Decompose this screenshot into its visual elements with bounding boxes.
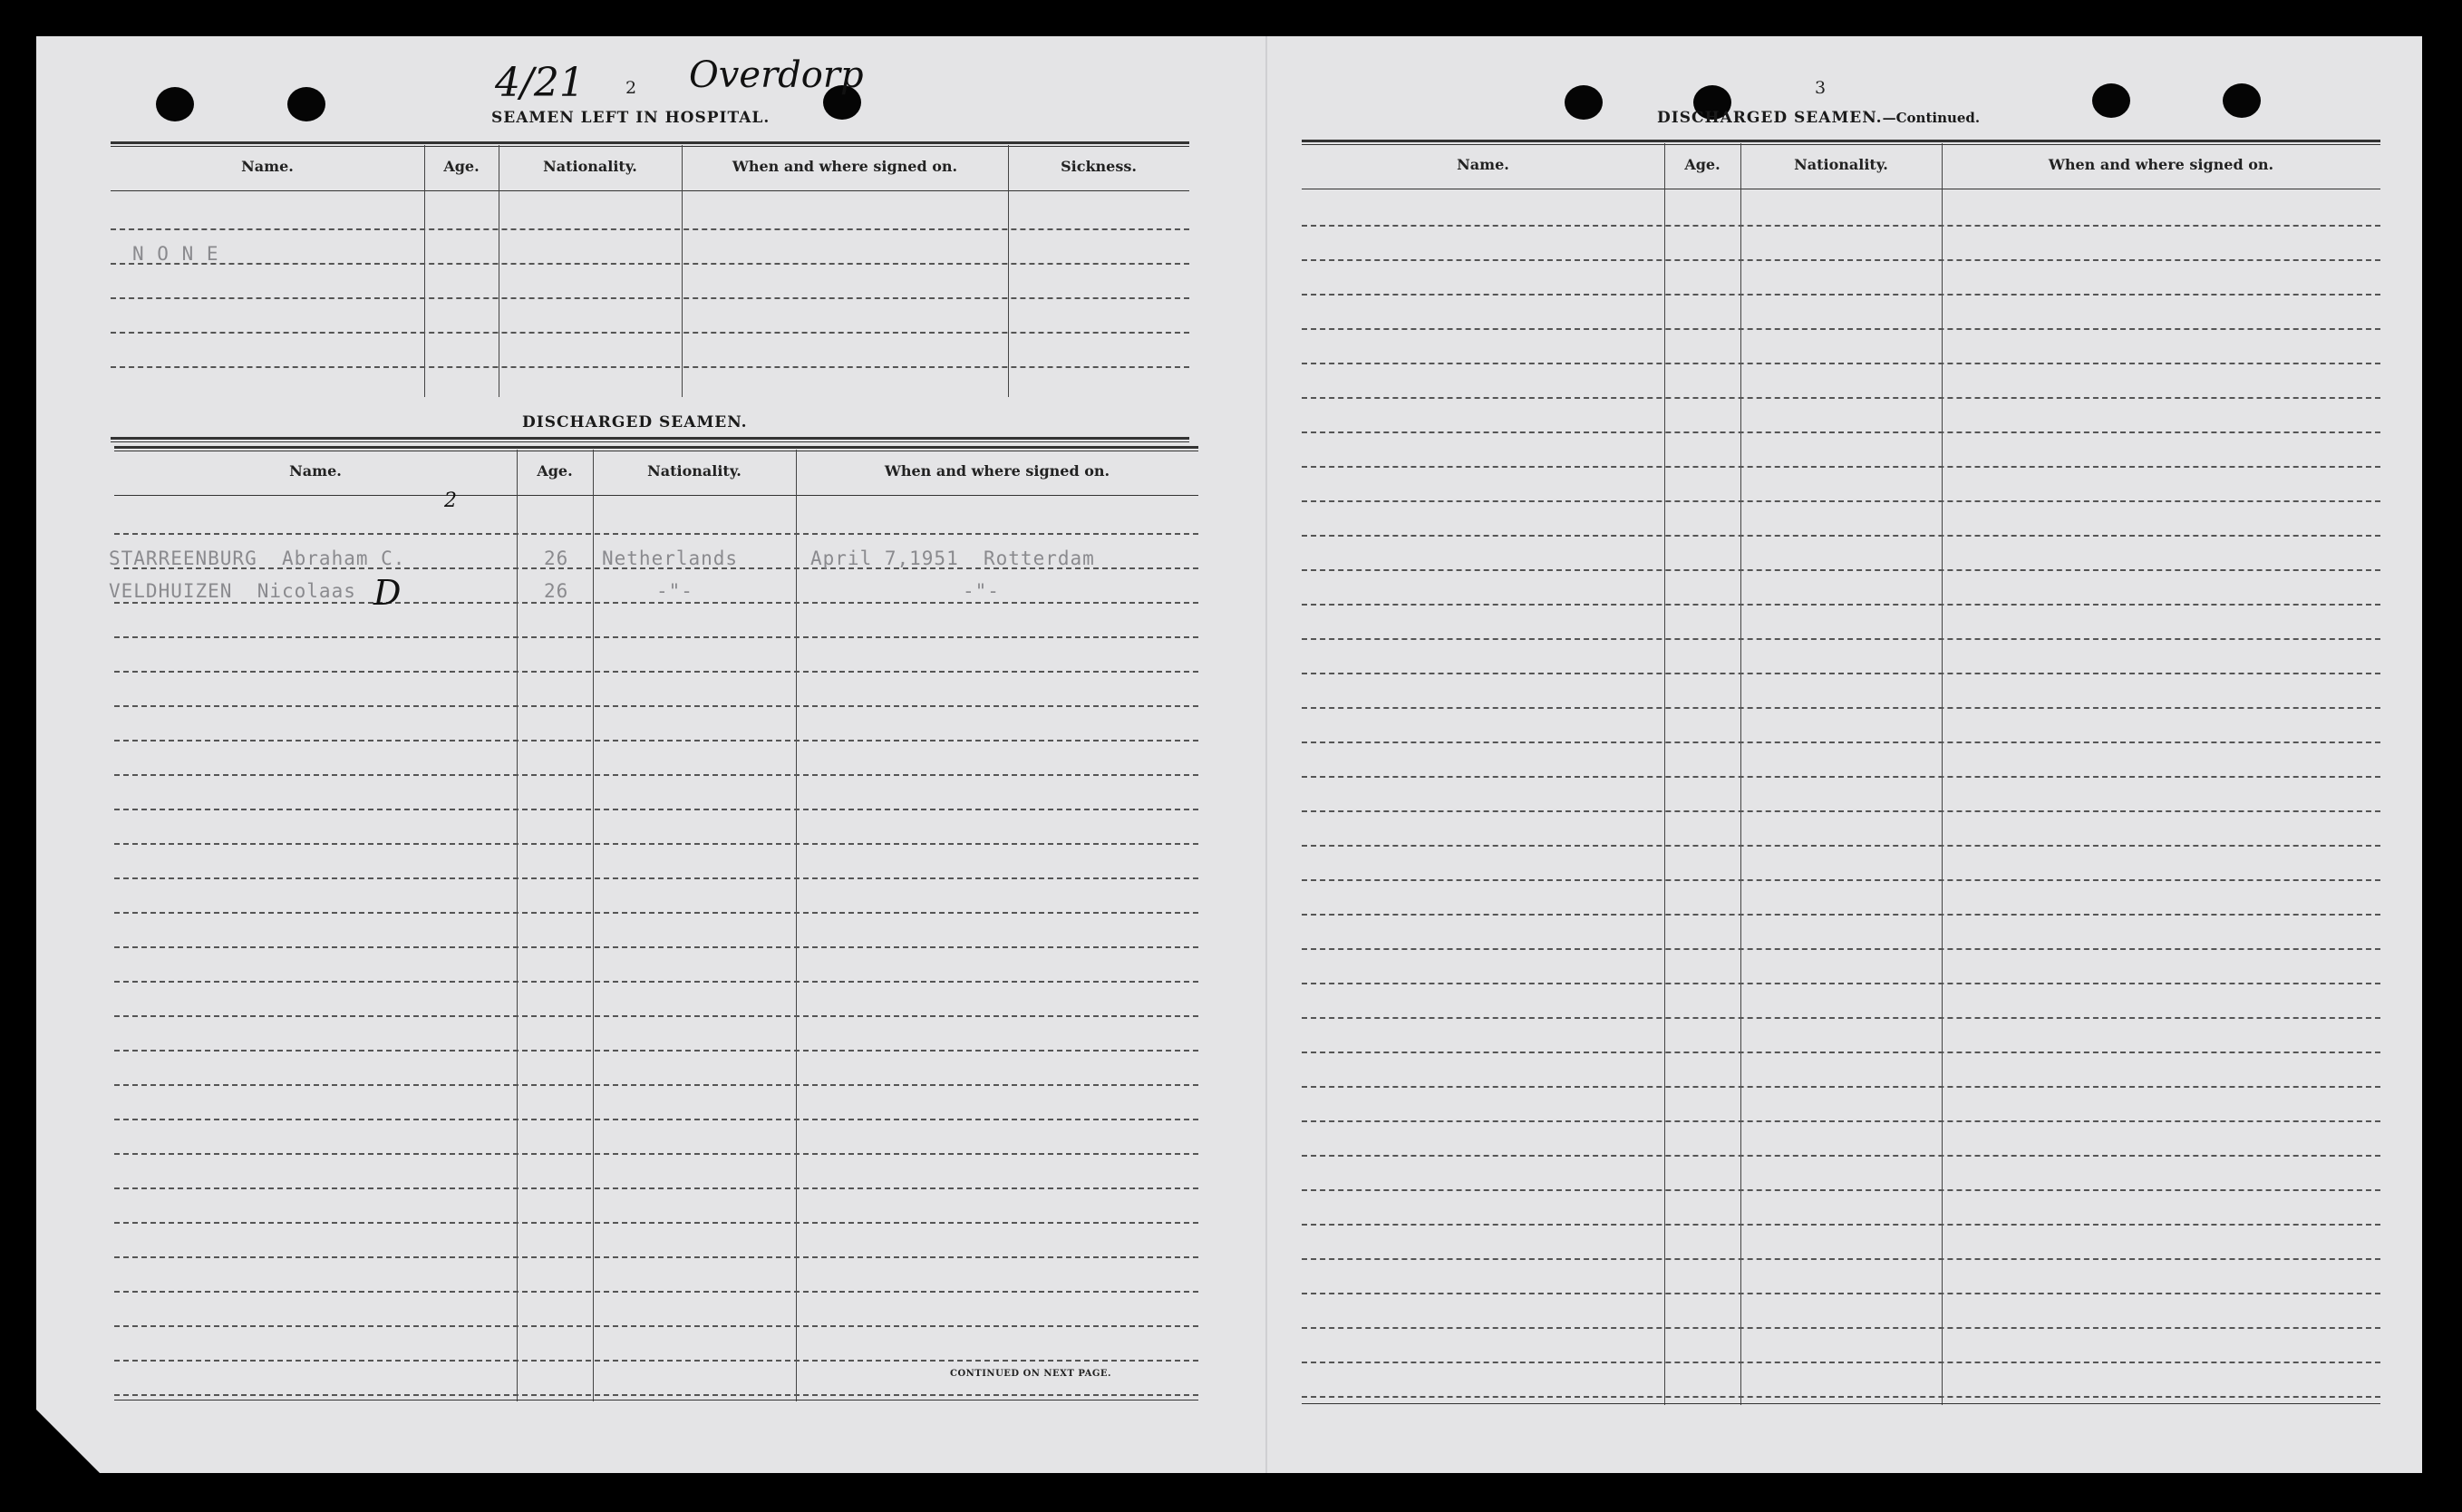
header-name: Name.	[241, 158, 294, 175]
discharged-section-title: DISCHARGED SEAMEN.	[522, 413, 748, 431]
header-age: Age.	[537, 462, 573, 480]
header-signed-on: When and where signed on.	[732, 158, 958, 175]
punch-hole	[2223, 83, 2261, 118]
header-nationality: Nationality.	[647, 462, 742, 480]
header-signed-on: When and where signed on.	[2048, 156, 2274, 173]
punch-hole	[1565, 85, 1603, 120]
handwritten-initials: D	[373, 573, 402, 613]
row-1-name: STARREENBURG Abraham C.	[109, 548, 406, 569]
header-signed-on: When and where signed on.	[884, 462, 1110, 480]
discharged-table-right	[1302, 140, 2380, 1414]
header-name: Name.	[1457, 156, 1509, 173]
right-title-main: DISCHARGED SEAMEN.	[1657, 109, 1883, 127]
header-nationality: Nationality.	[543, 158, 637, 175]
header-name: Name.	[289, 462, 342, 480]
row-2-age: 26	[544, 580, 569, 602]
center-fold	[1265, 36, 1267, 1473]
header-sickness: Sickness.	[1061, 158, 1137, 175]
header-age: Age.	[443, 158, 480, 175]
row-1-age: 26	[544, 548, 569, 569]
row-1-signed-on: April 7,1951 Rotterdam	[810, 548, 1095, 569]
handwritten-signature: Overdorp	[689, 54, 864, 96]
row-2-signed-on: -"-	[963, 580, 1000, 602]
punch-hole	[2092, 83, 2130, 118]
header-age: Age.	[1684, 156, 1720, 173]
row-2-nationality: -"-	[656, 580, 693, 602]
right-section-title	[1657, 109, 1980, 127]
header-nationality: Nationality.	[1794, 156, 1888, 173]
hospital-section-title: SEAMEN LEFT IN HOSPITAL.	[491, 109, 771, 127]
folded-corner	[36, 1410, 100, 1473]
discharged-table-left	[109, 446, 1198, 1410]
hospital-entry: N O N E	[132, 243, 219, 265]
handwritten-date: 4/21	[495, 60, 585, 106]
punch-hole	[156, 87, 194, 121]
row-1-nationality: Netherlands	[602, 548, 739, 569]
document-page	[36, 36, 2422, 1473]
row-2-name: VELDHUIZEN Nicolaas	[109, 580, 356, 602]
right-title-continued: —Continued.	[1882, 110, 1981, 126]
continued-note: CONTINUED ON NEXT PAGE.	[950, 1369, 1112, 1379]
hospital-table	[111, 141, 1189, 441]
punch-hole	[287, 87, 325, 121]
handwritten-mark: 2	[444, 489, 457, 512]
page-number-right: 3	[1815, 78, 1827, 98]
page-number-left: 2	[625, 78, 637, 98]
